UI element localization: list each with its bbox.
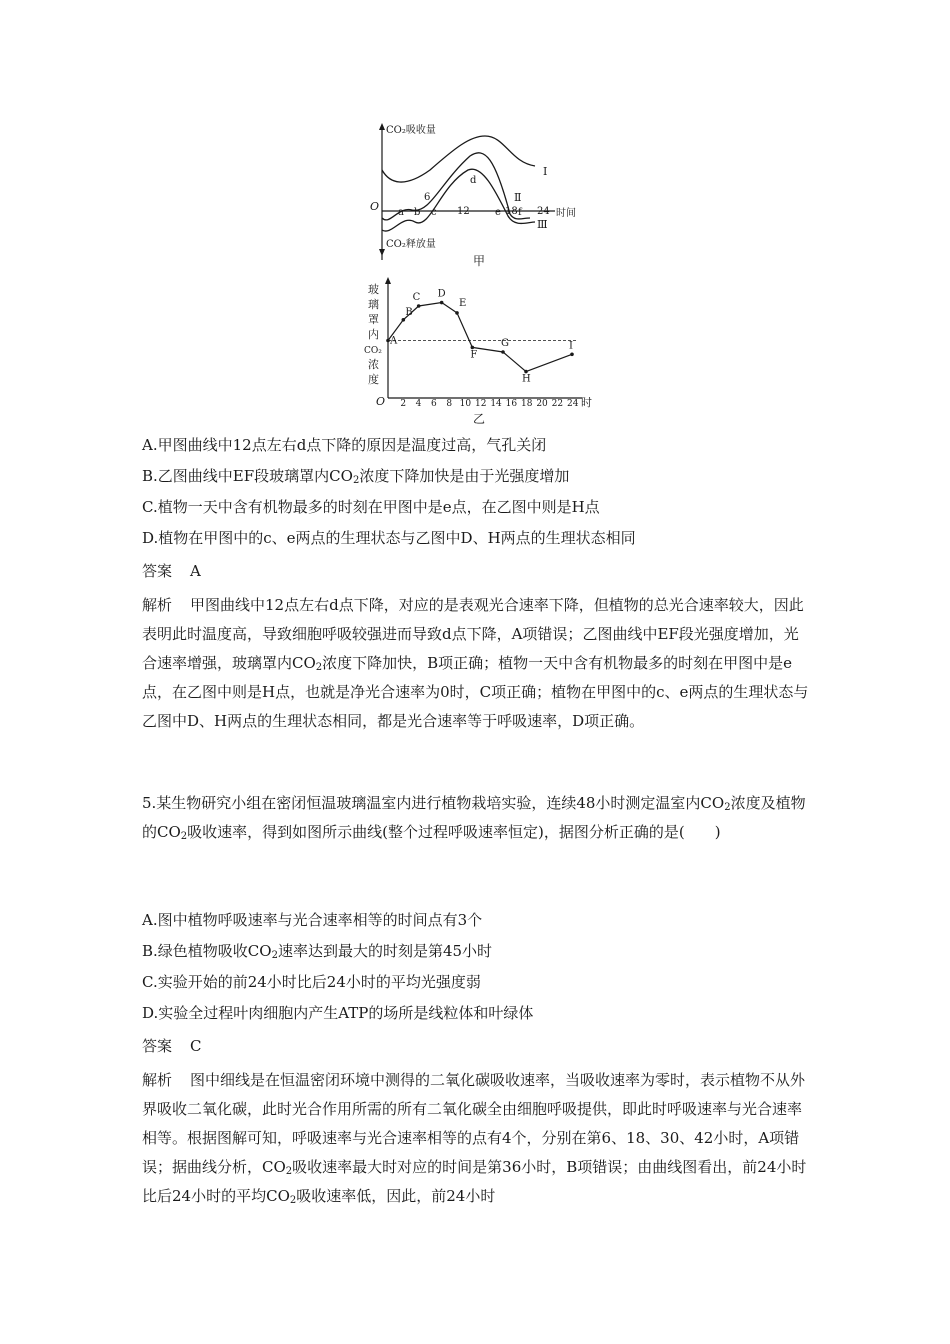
yi-x-tick: 10: [459, 399, 472, 409]
yi-y-label-char: 度: [368, 373, 379, 386]
jia-y-down-arrow: [379, 249, 385, 256]
jia-point-f: f: [518, 207, 522, 218]
q5-stem: 5.某生物研究小组在密闭恒温玻璃温室内进行植物栽培实验，连续48小时测定温室内$CO_2$浓度及植物的$CO_2$吸收速率，得到如图所示曲线(整个过程呼吸速率恒定)，据图分析正确的是( ): [142, 794, 806, 842]
yi-y-label-char: 罩: [368, 313, 379, 326]
yi-point-I: [570, 353, 574, 357]
q5-option-b: B.绿色植物吸收$CO_2$速率达到最大的时刻是第45小时: [142, 942, 493, 961]
q4-analysis: 解析 甲图曲线中12点左右d点下降，对应的是表观光合速率下降，但植物的总光合速率较大，因此表明此时温度高，导致细胞呼吸较强进而导致d点下降，A项错误；乙图曲线中EF段光强度增加，光合速率增强，玻璃罩内$CO_2$浓度下降加快，B项正确；植物一天中含有机物最多的时刻在甲图中是e点，在乙图中则是H点，也就是净光合速率为0时，C项正确；植物在甲图中的c、e两点的生理状态与乙图中D、H两点的生理状态相同，都是光合速率等于呼吸速率，D项正确。: [142, 596, 809, 730]
yi-point-label-C: C: [412, 292, 421, 303]
yi-point-G: [501, 350, 505, 354]
yi-x-tick: 8: [446, 399, 453, 409]
yi-x-tick: 14: [490, 399, 502, 409]
jia-curve-3: [382, 169, 535, 231]
jia-point-e: e: [495, 207, 501, 218]
q4-option-c: C.植物一天中含有机物最多的时刻在甲图中是e点，在乙图中则是H点: [142, 498, 600, 516]
yi-point-label-H: H: [522, 373, 531, 385]
yi-x-ticks: [400, 399, 578, 409]
yi-y-label-char: 浓: [368, 358, 379, 371]
yi-point-D: [440, 301, 444, 305]
yi-x-tick: 2: [400, 399, 407, 409]
q5-option-c: C.实验开始的前24小时比后24小时的平均光强度弱: [142, 973, 481, 991]
jia-point-c: c: [431, 207, 437, 218]
figure-yi: [360, 275, 600, 425]
yi-x-tick: 12: [475, 399, 487, 409]
yi-x-tick: 22: [551, 399, 564, 409]
yi-y-label-char: 玻: [368, 283, 379, 296]
jia-y-down-label: CO₂释放量: [386, 239, 436, 250]
yi-y-label-char: 内: [368, 328, 379, 341]
q4-option-a: A.甲图曲线中12点左右d点下降的原因是温度过高，气孔关闭: [142, 436, 547, 454]
yi-y-arrow: [385, 277, 391, 284]
jia-y-up-arrow: [379, 123, 385, 130]
yi-series-line: [388, 303, 572, 372]
q4-answer: 答案 A: [142, 562, 201, 580]
jia-curve-1: [382, 136, 535, 182]
figure-jia-caption: 甲: [473, 254, 486, 268]
q5-analysis: 解析 图中细线是在恒温密闭环境中测得的二氧化碳吸收速率，当吸收速率为零时，表示植物不从外界吸收二氧化碳，此时光合作用所需的所有二氧化碳全由细胞呼吸提供，即此时呼吸速率与光合速率相等。根据图解可知，呼吸速率与光合速率相等的点有4个，分别在第6、18、30、42小时，A项错误；据曲线分析，$CO_2$吸收速率最大时对应的时间是第36小时，B项错误；由曲线图看出，前24小时比后24小时的平均$CO_2$吸收速率低，因此，前24小时: [142, 1071, 807, 1206]
yi-point-label-D: D: [437, 288, 446, 300]
yi-origin: O: [376, 395, 386, 408]
jia-tick-6: 6: [424, 192, 431, 203]
jia-curve-label-2: Ⅱ: [514, 191, 522, 204]
yi-x-tick: 6: [431, 399, 437, 409]
figure-yi-caption: 乙: [473, 412, 486, 426]
yi-point-label-A: A: [390, 335, 398, 347]
jia-tick-12: 12: [457, 206, 470, 217]
jia-curve-label-1: Ⅰ: [543, 165, 548, 178]
yi-y-label-char: 璃: [368, 298, 379, 311]
yi-point-label-I: I: [569, 340, 573, 352]
yi-x-tick: 24: [567, 399, 579, 409]
q5-option-d: D.实验全过程叶肉细胞内产生ATP的场所是线粒体和叶绿体: [142, 1004, 534, 1022]
q5-option-a: A.图中植物呼吸速率与光合速率相等的时间点有3个: [142, 911, 483, 929]
yi-point-label-F: F: [470, 349, 478, 361]
jia-tick-18: 18: [505, 206, 518, 217]
yi-x-tick: 20: [536, 399, 548, 409]
figure-jia: [360, 118, 600, 268]
jia-curve-label-3: Ⅲ: [537, 218, 548, 231]
yi-point-label-G: G: [501, 338, 509, 349]
jia-origin: O: [370, 200, 380, 213]
yi-y-label: [364, 282, 382, 386]
q4-option-b: B.乙图曲线中EF段玻璃罩内$CO_2$浓度下降加快是由于光强度增加: [142, 467, 570, 486]
q4-option-d: D.植物在甲图中的c、e两点的生理状态与乙图中D、H两点的生理状态相同: [142, 529, 636, 547]
yi-point-C: [417, 304, 421, 308]
yi-point-label-B: B: [405, 306, 413, 318]
yi-point-label-E: E: [459, 297, 467, 309]
yi-x-tick: 18: [521, 399, 533, 409]
jia-point-d: d: [470, 175, 477, 186]
jia-point-a: a: [398, 207, 404, 218]
jia-point-b: b: [414, 207, 421, 218]
yi-x-tick: 4: [415, 399, 422, 409]
jia-x-unit: 时间: [556, 208, 576, 219]
yi-x-unit: 时: [581, 396, 592, 409]
yi-point-B: [402, 318, 406, 322]
jia-tick-24: 24: [537, 206, 550, 217]
q5-answer: 答案 C: [142, 1037, 202, 1055]
jia-y-up-label: CO₂吸收量: [386, 125, 436, 136]
yi-points: [386, 289, 574, 385]
yi-point-E: [455, 311, 459, 315]
yi-x-tick: 16: [505, 399, 518, 409]
yi-y-label-char: CO₂: [364, 346, 382, 356]
